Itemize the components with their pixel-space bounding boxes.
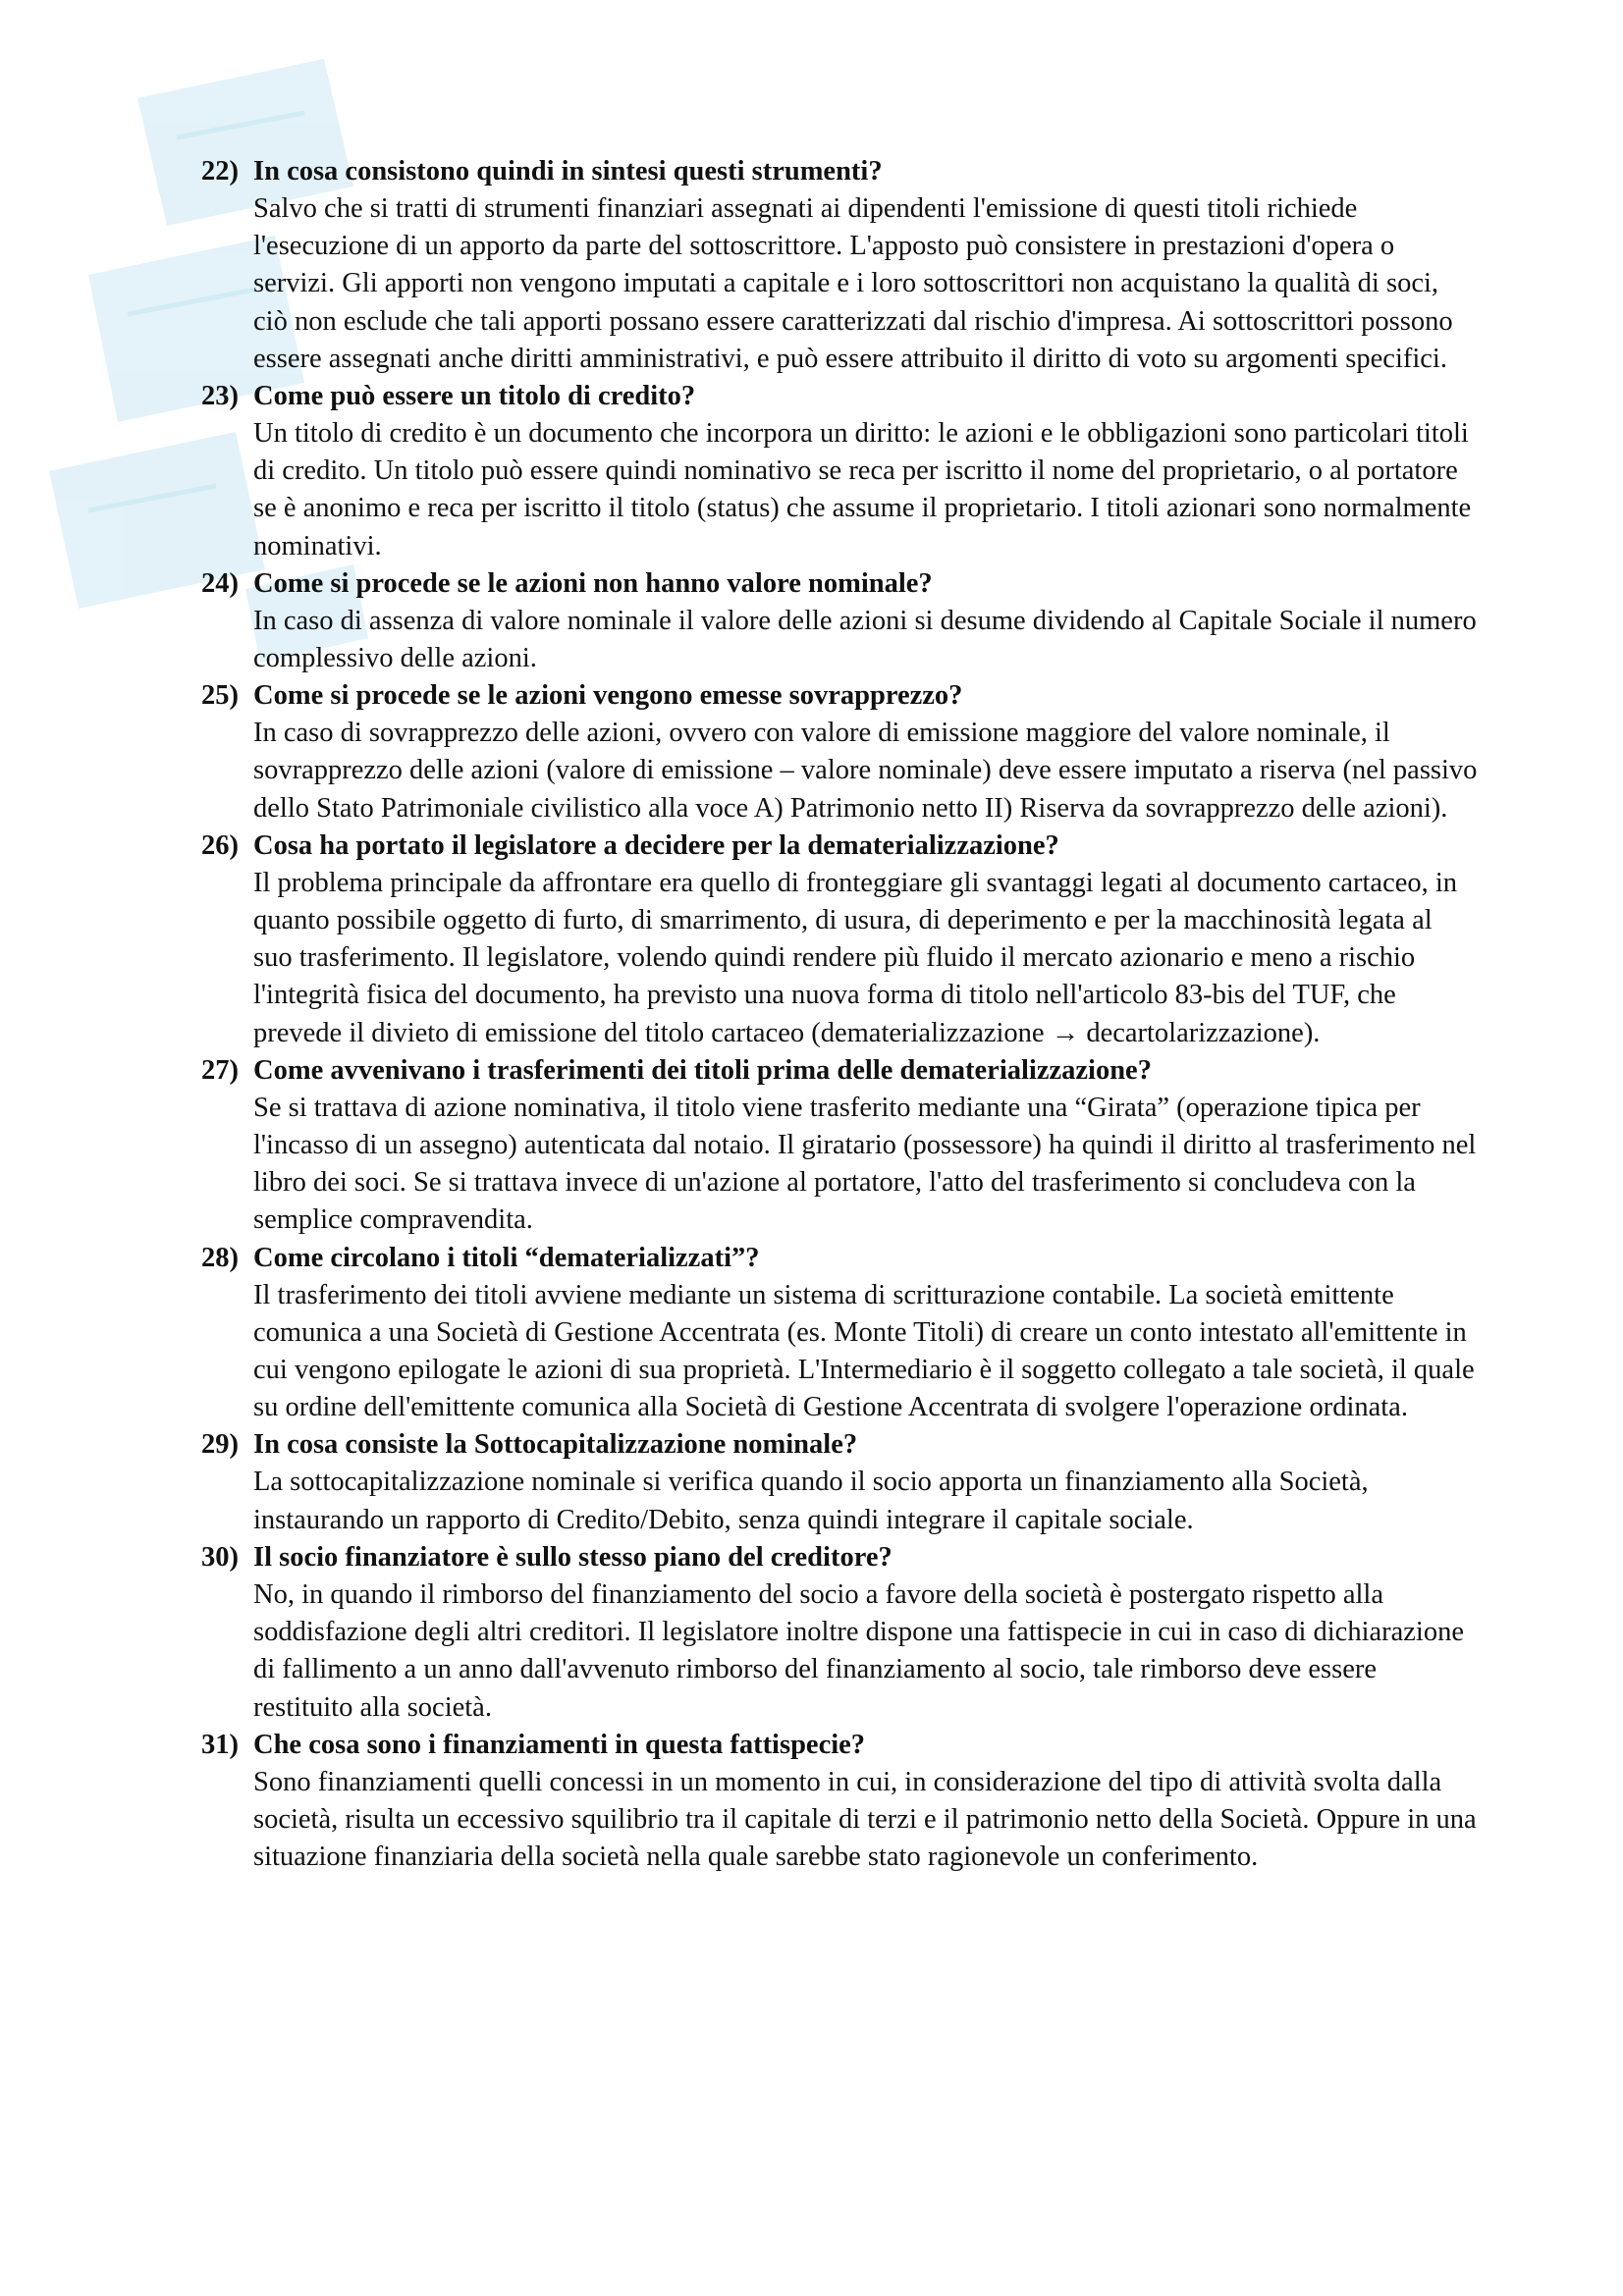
answer-paragraph: Sono finanziamenti quelli concessi in un momento in cui, in considerazione del tipo di attività svolta dalla società, risulta un eccessivo squilibrio tra il capitale di terzi e il patrimonio netto della Società. Oppure in una situazione finanziaria della società nella quale sarebbe stato ragionevole un conferimento. [253, 1766, 1477, 1873]
question-heading [201, 378, 1478, 415]
qa-item-27 [201, 1052, 1478, 1240]
question-text: Che cosa sono i finanziamenti in questa fattispecie? [253, 1729, 866, 1760]
qa-item-30 [201, 1539, 1478, 1727]
question-heading [201, 153, 1478, 190]
answer-paragraph: Il trasferimento dei titoli avviene mediante un sistema di scritturazione contabile. La società emittente comunica a una Società di Gestione Accentrata (es. Monte Titoli) di creare un conto intestato all'emittente in cui vengono epilogate le azioni di sua proprietà. L'Intermediario è il soggetto collegato a tale società, il quale su ordine dell'emittente comunica alla Società di Gestione Accentrata di svolgere l'operazione ordinata. [253, 1279, 1475, 1423]
qa-item-23 [201, 378, 1478, 565]
question-text: Il socio finanziatore è sullo stesso piano del creditore? [253, 1541, 893, 1573]
question-number: 25) [201, 680, 239, 712]
answer-paragraph: In caso di assenza di valore nominale il valore delle azioni si desume dividendo al Capitale Sociale il numero complessivo delle azioni. [253, 605, 1477, 674]
question-number: 31) [201, 1729, 239, 1760]
answer-paragraph: Se si trattava di azione nominativa, il titolo viene trasferito mediante una “Girata” (operazione tipica per l'incasso di un assegno) autenticata dal notaio. Il giratario (possessore) ha quindi il diritto al trasferimento nel libro dei soci. Se si trattava invece di un'azione al portatore, l'atto del trasferimento si concludeva con la semplice compravendita. [253, 1092, 1477, 1236]
question-number: 30) [201, 1541, 239, 1573]
question-heading [201, 1240, 1478, 1277]
question-heading [201, 1426, 1478, 1464]
question-heading [201, 677, 1478, 715]
answer-paragraph: La sottocapitalizzazione nominale si verifica quando il socio apporta un finanziamento alla Società, instaurando un rapporto di Credito/Debito, senza quindi integrare il capitale sociale. [253, 1467, 1369, 1535]
question-number: 27) [201, 1054, 239, 1086]
question-text: In cosa consiste la Sottocapitalizzazione nominale? [253, 1429, 858, 1461]
question-text: In cosa consistono quindi in sintesi questi strumenti? [253, 156, 883, 187]
question-number: 22) [201, 156, 239, 187]
question-text: Come si procede se le azioni non hanno valore nominale? [253, 567, 933, 599]
document-body [201, 153, 1478, 1876]
qa-item-28 [201, 1240, 1478, 1427]
qa-item-22 [201, 153, 1478, 378]
question-number: 26) [201, 829, 239, 861]
answer-paragraph: In caso di sovrapprezzo delle azioni, ovvero con valore di emissione maggiore del valore nominale, il sovrapprezzo delle azioni (valore di emissione – valore nominale) deve essere imputato a riserva (nel passivo dello Stato Patrimoniale civilistico alla voce A) Patrimonio netto II) Riserva da sovrapprezzo delle azioni). [253, 718, 1478, 824]
question-number: 24) [201, 567, 239, 599]
question-text: Come si procede se le azioni vengono emesse sovrapprezzo? [253, 680, 963, 712]
answer-paragraph: Un titolo di credito è un documento che incorpora un diritto: le azioni e le obbligazioni sono particolari titoli di credito. Un titolo può essere quindi nominativo se reca per iscritto il nome del proprietario, o al portatore se è anonimo e reca per iscritto il titolo (status) che assume il proprietario. I titoli azionari sono normalmente nominativi. [253, 418, 1472, 561]
qa-item-26 [201, 828, 1478, 1052]
question-number: 29) [201, 1429, 239, 1461]
qa-item-24 [201, 565, 1478, 677]
question-text: Cosa ha portato il legislatore a decidere per la dematerializzazione? [253, 829, 1059, 861]
question-number: 28) [201, 1242, 239, 1273]
question-heading [201, 828, 1478, 865]
question-heading [201, 1539, 1478, 1576]
question-number: 23) [201, 381, 239, 412]
question-heading [201, 1727, 1478, 1764]
answer-paragraph: No, in quando il rimborso del finanziamento del socio a favore della società è postergato rispetto alla soddisfazione degli altri creditori. Il legislatore inoltre dispone una fattispecie in cui in caso di dichiarazione di fallimento a un anno dall'avvenuto rimborso del finanziamento al socio, tale rimborso deve essere restituito alla società. [253, 1578, 1465, 1723]
answer-paragraph: Salvo che si tratti di strumenti finanziari assegnati ai dipendenti l'emissione di questi titoli richiede l'esecuzione di un apporto da parte del sottoscrittore. L'apposto può consistere in prestazioni d'opera o servizi. Gli apporti non vengono imputati a capitale e i loro sottoscrittori non acquistano la qualità di soci, ciò non esclude che tali apporti possano essere caratterizzati dal rischio d'impresa. Ai sottoscrittori possono essere assegnati anche diritti amministrativi, e può essere attribuito il diritto di voto su argomenti specifici. [253, 193, 1453, 374]
question-heading [201, 1052, 1478, 1090]
question-text: Come avvenivano i trasferimenti dei titoli prima delle dematerializzazione? [253, 1054, 1152, 1086]
qa-item-31 [201, 1727, 1478, 1877]
answer-paragraph: Il problema principale da affrontare era quello di fronteggiare gli svantaggi legati al documento cartaceo, in quanto possibile oggetto di furto, di smarrimento, di usura, di deperimento e per la macchinosità legata al suo trasferimento. Il legislatore, volendo quindi rendere più fluido il mercato azionario e meno a rischio l'integrità fisica del documento, ha previsto una nuova forma di titolo nell'articolo 83-bis del TUF, che prevede il divieto di emissione del titolo cartaceo (dematerializzazione → decartolarizzazione). [253, 867, 1458, 1048]
question-text: Come circolano i titoli “dematerializzati”? [253, 1242, 760, 1273]
qa-item-25 [201, 677, 1478, 828]
question-text: Come può essere un titolo di credito? [253, 381, 696, 412]
qa-item-29 [201, 1426, 1478, 1538]
question-heading [201, 565, 1478, 603]
